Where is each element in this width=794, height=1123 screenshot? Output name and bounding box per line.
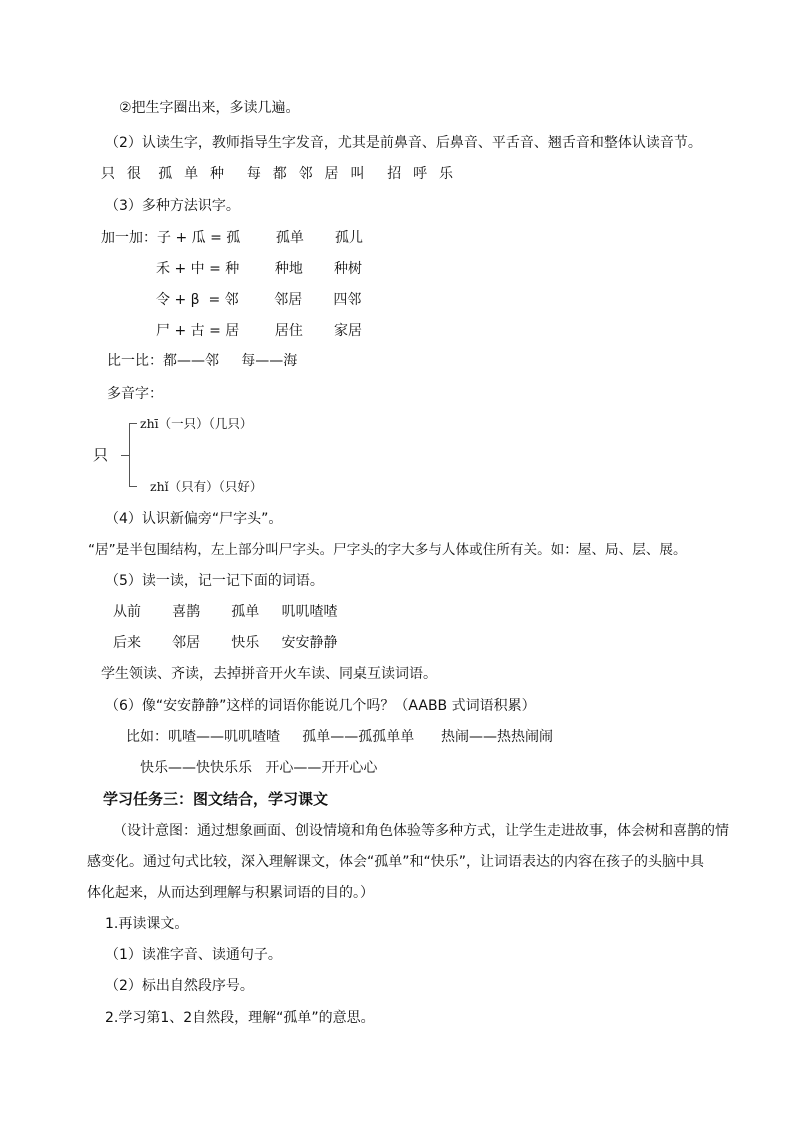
compare-method: 比一比：都——邻 每——海 bbox=[107, 353, 298, 369]
aabb-examples-1: 比如：叽喳——叽叽喳喳 孤单——孤孤单单 热闹——热热闹闹 bbox=[126, 729, 553, 745]
task-3-heading: 学习任务三：图文结合，学习课文 bbox=[103, 790, 329, 808]
new-characters-list: 只 很 孤 单 种 每 都 邻 居 叫 招 呼 乐 bbox=[101, 166, 455, 182]
design-intent-line-2: 感变化。通过句式比较，深入理解课文，体会“孤单”和“快乐”，让词语表达的内容在孩子的头脑中具 bbox=[87, 854, 705, 870]
step-circle-characters: ②把生字圈出来，多读几遍。 bbox=[119, 100, 300, 116]
item-1-sub-2: （2）标出自然段序号。 bbox=[105, 978, 254, 994]
radical-explanation: “居”是半包围结构，左上部分叫尸字头。尸字头的字大多与人体或住所有关。如：屋、局、层、展。 bbox=[88, 542, 687, 558]
add-method-row-3: 令 + β = 邻 邻居 四邻 bbox=[156, 292, 362, 308]
polyphone-reading-1: zhī（一只）（几只） bbox=[140, 416, 253, 431]
step-3-methods: （3）多种方法识字。 bbox=[105, 198, 240, 214]
add-method-row-2: 禾 + 中 = 种 种地 种树 bbox=[156, 261, 363, 277]
polyphone-heading: 多音字： bbox=[107, 386, 163, 402]
add-method-row-1: 加一加：子 + 瓜 = 孤 孤单 孤儿 bbox=[101, 230, 364, 246]
item-2-learn: 2.学习第1、2自然段，理解“孤单”的意思。 bbox=[105, 1010, 375, 1026]
word-row-1: 从前 喜鹊 孤单 叽叽喳喳 bbox=[113, 604, 338, 620]
polyphone-character: 只 bbox=[93, 446, 109, 464]
design-intent-line-3: 体化起来，从而达到理解与积累词语的目的。） bbox=[87, 885, 374, 901]
step-2-read-characters: （2）认读生字，教师指导生字发音，尤其是前鼻音、后鼻音、平舌音、翘舌音和整体认读音节。 bbox=[105, 135, 702, 151]
step-6-aabb: （6）像“安安静静”这样的词语你能说几个吗？（AABB 式词语积累） bbox=[105, 698, 536, 714]
item-1-reread: 1.再读课文。 bbox=[105, 916, 189, 932]
item-1-sub-1: （1）读准字音、读通句子。 bbox=[105, 947, 282, 963]
aabb-examples-2: 快乐——快快乐乐 开心——开开心心 bbox=[140, 760, 378, 776]
word-row-2: 后来 邻居 快乐 安安静静 bbox=[113, 635, 338, 651]
reading-activity: 学生领读、齐读，去掉拼音开火车读、同桌互读词语。 bbox=[101, 666, 437, 682]
add-method-row-4: 尸 + 古 = 居 居住 家居 bbox=[156, 323, 363, 339]
design-intent-line-1: （设计意图：通过想象画面、创设情境和角色体验等多种方式，让学生走进故事，体会树和喜鹊的情 bbox=[113, 823, 729, 839]
step-4-radical: （4）认识新偏旁“尸字头”。 bbox=[105, 511, 283, 527]
polyphone-reading-2: zhǐ（只有）（只好） bbox=[150, 479, 263, 494]
step-5-words: （5）读一读，记一记下面的词语。 bbox=[105, 573, 324, 589]
curly-brace-icon bbox=[121, 423, 137, 487]
